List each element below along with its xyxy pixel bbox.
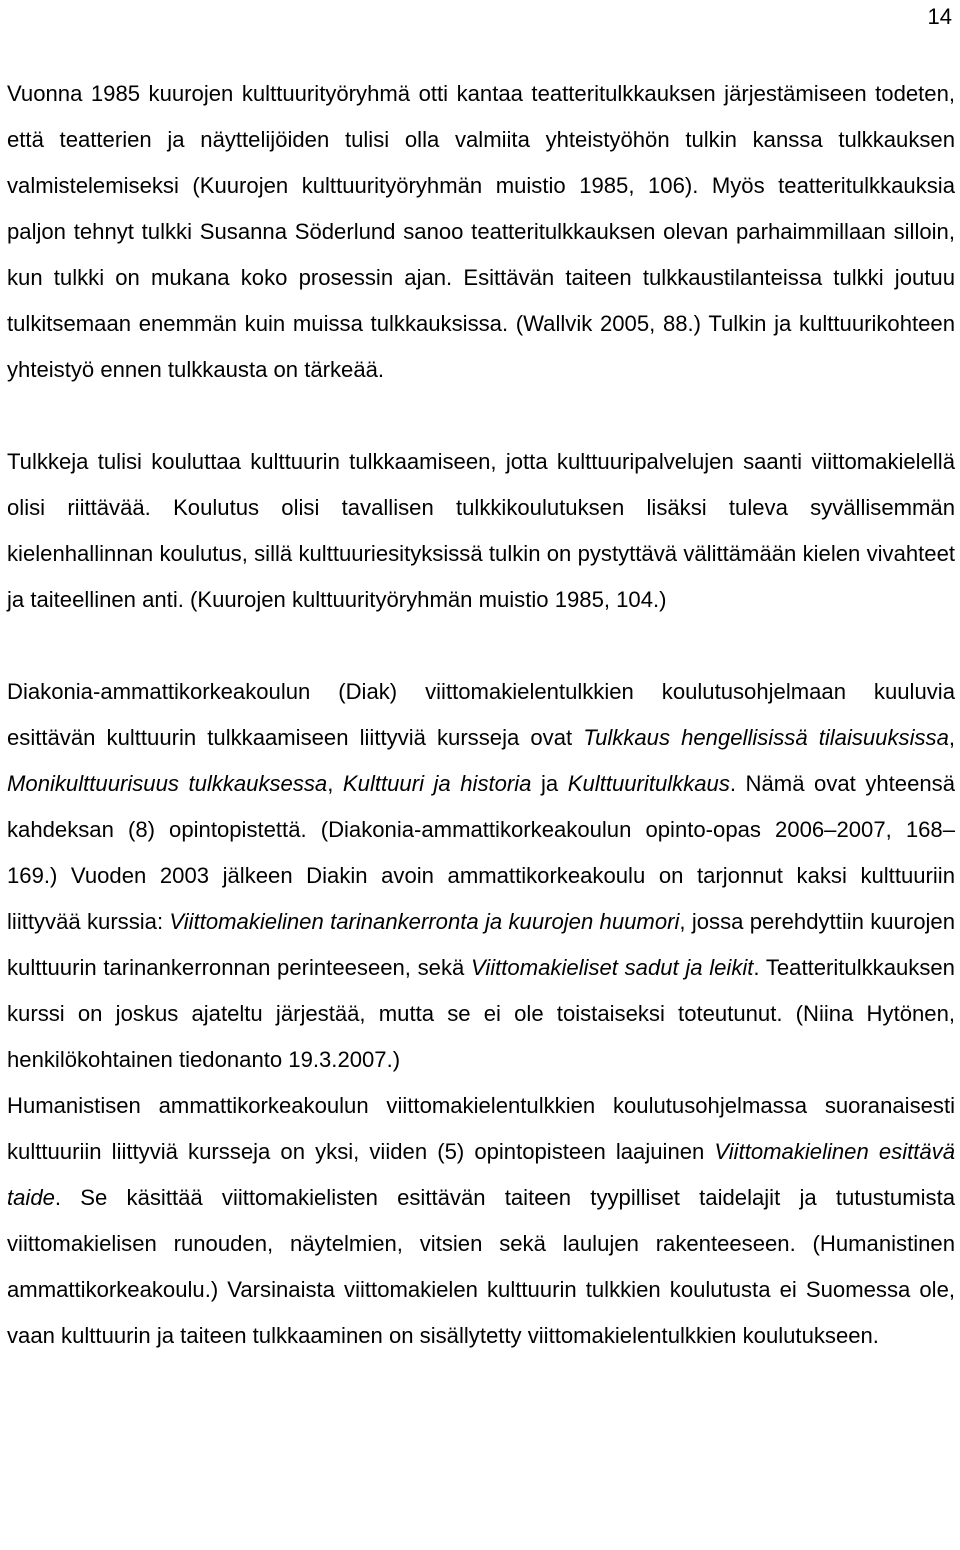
- text-run: . Teatteritulkkauksen kurssi on joskus ajateltu järjestää, mutta se ei ole toistaiseksi toteutunut. (Niina Hytönen, henkilökohtainen tiedonanto 19.3.2007.): [7, 955, 955, 1072]
- text-run: Tulkkeja tulisi kouluttaa kulttuurin tulkkaamiseen, jotta kulttuuripalvelujen saanti viittomakielellä olisi riittävää. Koulutus olisi tavallisen tulkkikoulutuksen lisäksi tuleva syvällisemmän kielenhallinnan koulutus, sillä kulttuuriesityksissä tulkin on pystyttävä välittämään kielen vivahteet ja taiteellinen anti. (Kuurojen kulttuurityöryhmän muistio 1985, 104.): [7, 449, 955, 612]
- text-run: Humanistisen ammattikorkeakoulun viittomakielentulkkien koulutusohjelmassa suoranaisesti kulttuuriin liittyviä kursseja on yksi, viiden (5) opintopisteen laajuinen: [7, 1093, 955, 1164]
- paragraph: [7, 1083, 955, 1359]
- paragraph: [7, 439, 955, 623]
- course-title: Viittomakielinen esittävä taide: [7, 1139, 955, 1210]
- course-title: Viittomakielinen tarinankerronta ja kuurojen huumori: [169, 909, 680, 934]
- text-run: ,: [327, 771, 343, 796]
- body-text: [7, 71, 955, 1359]
- page-number: 14: [927, 4, 952, 29]
- text-run: , jossa perehdyttiin kuurojen kulttuurin tarinankerronnan perinteeseen, sekä: [7, 909, 955, 980]
- course-title: Kulttuuritulkkaus: [567, 771, 730, 796]
- text-run: . Se käsittää viittomakielisten esittävän taiteen tyypilliset taidelajit ja tutustumista viittomakielisen runouden, näytelmien, vitsien sekä laulujen rakenteeseen. (Humanistinen ammattikorkeakoulu.) Varsinaista viittomakielen kulttuurin tulkkien koulutusta ei Suomessa ole, vaan kulttuurin ja taiteen tulkkaaminen on sisällytetty viittomakielentulkkien koulutukseen.: [7, 1185, 955, 1348]
- text-run: ja: [531, 771, 568, 796]
- course-title: Tulkkaus hengellisissä tilaisuuksissa: [583, 725, 949, 750]
- paragraph: [7, 71, 955, 393]
- text-run: Diakonia-ammattikorkeakoulun (Diak) viittomakielentulkkien koulutusohjelmaan kuuluvia esittävän kulttuurin tulkkaamiseen liittyviä kursseja ovat: [7, 679, 955, 750]
- text-run: . Nämä ovat yhteensä kahdeksan (8) opintopistettä. (Diakonia-ammattikorkeakoulun opinto-opas 2006–2007, 168–169.) Vuoden 2003 jälkeen Diakin avoin ammattikorkeakoulu on tarjonnut kaksi kulttuuriin liittyvää kurssia:: [7, 771, 956, 934]
- course-title: Viittomakieliset sadut ja leikit: [470, 955, 754, 980]
- text-run: ,: [948, 725, 955, 750]
- paragraph: [7, 669, 955, 1083]
- text-run: Vuonna 1985 kuurojen kulttuurityöryhmä otti kantaa teatteritulkkauksen järjestämiseen todeten, että teatterien ja näyttelijöiden tulisi olla valmiita yhteistyöhön tulkin kanssa tulkkauksen valmistelemiseksi (Kuurojen kulttuurityöryhmän muistio 1985, 106). Myös teatteritulkkauksia paljon tehnyt tulkki Susanna Söderlund sanoo teatteritulkkauksen olevan parhaimmillaan silloin, kun tulkki on mukana koko prosessin ajan. Esittävän taiteen tulkkaustilanteissa tulkki joutuu tulkitsemaan enemmän kuin muissa tulkkauksissa. (Wallvik 2005, 88.) Tulkin ja kulttuurikohteen yhteistyö ennen tulkkausta on tärkeää.: [7, 81, 955, 382]
- course-title: Kulttuuri ja historia: [342, 771, 532, 796]
- course-title: Monikulttuurisuus tulkkauksessa: [7, 771, 328, 796]
